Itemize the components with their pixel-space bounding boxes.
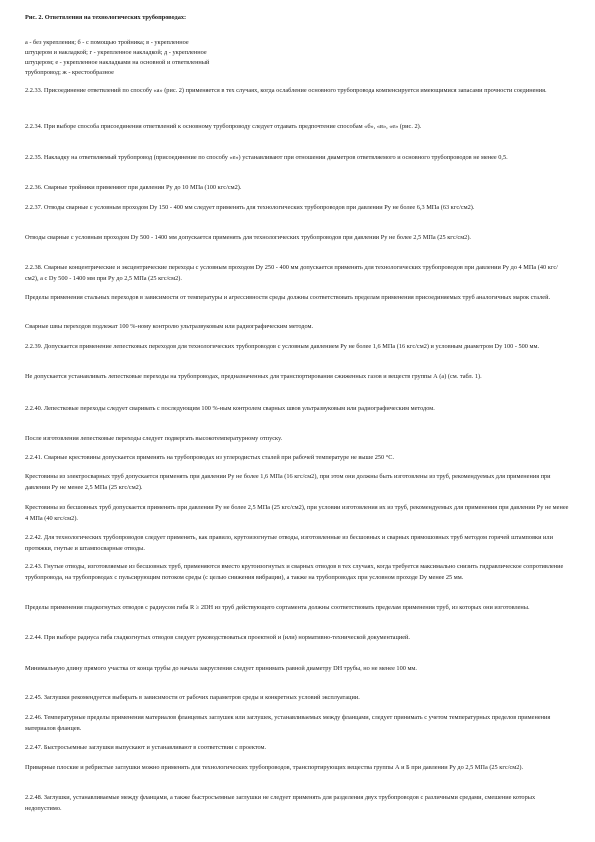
legend-line: штуцером и накладкой; г - укрепленное накладкой; д - укрепленное xyxy=(25,49,207,56)
paragraph-2-2-41b: Крестовины из электросварных труб допускается применять при давлении Py не более 1,6 МПа (16 кгс/см2), при этом они должны быть изготовлены из труб, рекомендуемых для применения при давлении Py не менее 2,5 МПа (25 кгс/см2). xyxy=(25,473,551,491)
paragraph-2-2-42: 2.2.42. Для технологических трубопроводов следует применять, как правило, крутоизогнутые отводы, изготовленные из бесшовных и сварных прямошовных труб методом горячей штамповки или протяжки, гнутые и штампосварные отводы. xyxy=(25,534,553,552)
legend-line: штуцером; е - укрепленное накладками на основной и ответвленный xyxy=(25,59,210,66)
paragraph-2-2-33: 2.2.33. Присоединение ответвлений по способу «а» (рис. 2) применяется в тех случаях, когда ослабление основного трубопровода компенсируется имеющимися запасами прочности соединения. xyxy=(25,87,547,94)
paragraph-2-2-39b: Не допускается устанавливать лепестковые переходы на трубопроводах, предназначенных для транспортирования сжиженных газов и веществ группы А (а) (см. табл. 1). xyxy=(25,373,482,380)
paragraph-2-2-34: 2.2.34. При выборе способа присоединения ответвлений к основному трубопроводу следует отдавать предпочтение способам «б», «в», «е» (рис. 2). xyxy=(25,123,422,130)
paragraph-2-2-38b: Пределы применения стальных переходов в зависимости от температуры и агрессивности среды должны соответствовать пределам применения присоединяемых труб аналогичных марок сталей. xyxy=(25,294,551,301)
paragraph-2-2-36: 2.2.36. Сварные тройники применяют при давлении Py до 10 МПа (100 кгс/см2). xyxy=(25,184,242,191)
legend-line: трубопровод; ж - крестообразное xyxy=(25,69,114,76)
paragraph-2-2-48: 2.2.48. Заглушки, устанавливаемые между фланцами, а также быстросъемные заглушки не следует применять для разделения двух трубопроводов с различными средами, смешение которых недопустимо. xyxy=(25,794,536,812)
paragraph-2-2-37b: Отводы сварные с условным проходом Dy 500 - 1400 мм допускается применять для технологических трубопроводов при давлении Py не более 2,5 МПа (25 кгс/см2). xyxy=(25,234,472,241)
paragraph-2-2-46: 2.2.46. Температурные пределы применения материалов фланцевых заглушек или заглушек, устанавливаемых между фланцами, следует принимать с учетом температурных пределов применения материалов фланцев. xyxy=(25,714,551,732)
paragraph-2-2-43: 2.2.43. Гнутые отводы, изготовляемые из бесшовных труб, применяются вместо крутоизогнутых и сварных отводов в тех случаях, когда требуется максимально снизить гидравлическое сопротивление трубопровода, на трубопроводах с пульсирующим потоком среды (с целью снижения вибрации), а также на трубопроводах при условном проходе Dy менее 25 мм. xyxy=(25,563,564,581)
paragraph-2-2-47: 2.2.47. Быстросъемные заглушки выпускают и устанавливают в соответствии с проектом. xyxy=(25,744,267,751)
paragraph-2-2-44b: Минимальную длину прямого участка от конца трубы до начала закругления следует принимать равной диаметру DН трубы, но не менее 100 мм. xyxy=(25,665,417,672)
paragraph-2-2-47b: Приварные плоские и ребристые заглушки можно применять для технологических трубопроводов, транспортирующих вещества группы А и Б при давлении Py до 2,5 МПа (25 кгс/см2). xyxy=(25,764,524,771)
paragraph-2-2-40b: После изготовления лепестковые переходы следует подвергать высокотемпературному отпуску. xyxy=(25,435,283,442)
paragraph-2-2-44: 2.2.44. При выборе радиуса гиба гладкогнутых отводов следует руководствоваться проектной и (или) нормативно-технической документацией. xyxy=(25,634,410,641)
paragraph-2-2-45: 2.2.45. Заглушки рекомендуется выбирать в зависимости от рабочих параметров среды и конкретных условий эксплуатации. xyxy=(25,694,360,701)
paragraph-2-2-35: 2.2.35. Накладку на ответвляемый трубопровод (присоединение по способу «е») устанавливают при отношении диаметров ответвляемого и основного трубопроводов не менее 0,5. xyxy=(25,154,508,161)
paragraph-2-2-39: 2.2.39. Допускается применение лепестковых переходов для технологических трубопроводов с условным давлением Py не более 1,6 МПа (16 кгс/см2) и условным диаметром Dy 100 - 500 мм. xyxy=(25,343,540,350)
paragraph-2-2-40: 2.2.40. Лепестковые переходы следует сваривать с последующим 100 %-ным контролем сварных швов ультразвуковым или радиографическим методом. xyxy=(25,405,435,412)
paragraph-2-2-41c: Крестовины из бесшовных труб допускается применять при давлении Py не более 2,5 МПа (25 кгс/см2), при условии изготовления их из труб, рекомендуемых для применения при давлении Py не менее 4 МПа (40 кгс/см2). xyxy=(25,504,569,522)
paragraph-2-2-43b: Пределы применения гладкогнутых отводов с радиусом гиба R ≥ 2DН из труб действующего сортамента должны соответствовать пределам применения труб, из которых они изготовлены. xyxy=(25,604,530,611)
figure-legend xyxy=(25,38,355,78)
figure-caption xyxy=(25,13,570,22)
figure-title: Рис. 2. Ответвления на технологических трубопроводах: xyxy=(25,14,187,21)
paragraph-2-2-41: 2.2.41. Сварные крестовины допускается применять на трубопроводах из углеродистых сталей при рабочей температуре не выше 250 °С. xyxy=(25,454,395,461)
paragraph-2-2-37: 2.2.37. Отводы сварные с условным проходом Dy 150 - 400 мм следует применять для технологических трубопроводов при давлении Py не более 6,3 МПа (63 кгс/см2). xyxy=(25,204,475,211)
paragraph-2-2-38c: Сварные швы переходов подлежат 100 %-ному контролю ультразвуковым или радиографическим методом. xyxy=(25,323,314,330)
paragraph-2-2-38: 2.2.38. Сварные концентрические и эксцентрические переходы с условным проходом Dy 250 - 400 мм допускается применять для технологических трубопроводов при давлении Py до 4 МПа (40 кгс/см2), а с Dy 500 - 1400 мм при Py до 2,5 МПа (25 кгс/см2). xyxy=(25,264,558,282)
legend-line: а - без укрепления; б - с помощью тройника; в - укрепленное xyxy=(25,39,189,46)
